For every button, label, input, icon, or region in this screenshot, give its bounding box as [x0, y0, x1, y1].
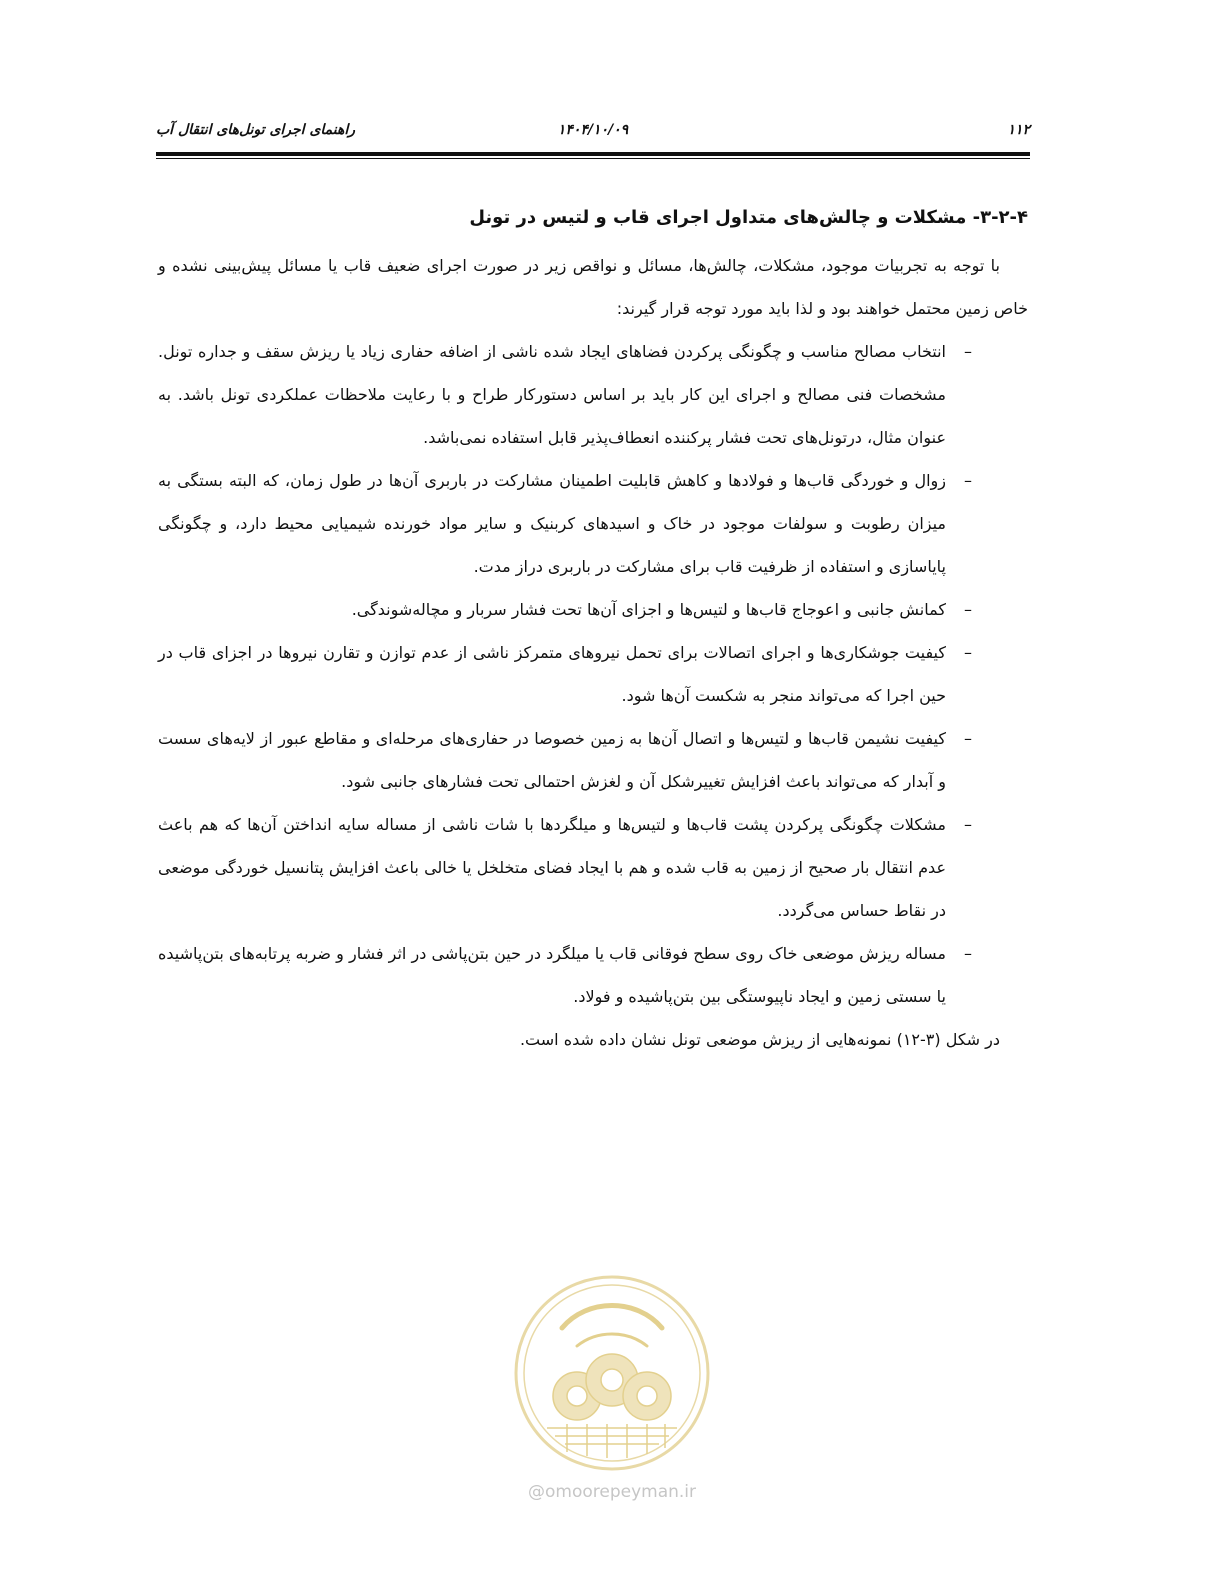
book-title: راهنمای اجرای تونل‌های انتقال آب	[156, 122, 356, 138]
bullet-marker: –	[964, 643, 972, 662]
section-content	[158, 196, 1028, 1061]
list-item	[158, 588, 1028, 631]
list-item-text: مساله ریزش موضعی خاک روی سطح فوقانی قاب یا میلگرد در حین بتن‌پاشی در اثر فشار و ضربه پرتابه‌های بتن‌پاشیده یا سستی زمین و ایجاد ناپیوستگی بین بتن‌پاشیده و فولاد.	[158, 944, 946, 1006]
page-header	[156, 120, 1030, 146]
list-item-text: مشکلات چگونگی پرکردن پشت قاب‌ها و لتیس‌ها و میلگردها با شات ناشی از مساله سایه انداختن آن‌ها که هم باعث عدم انتقال بار صحیح از زمین به قاب شده و هم با ایجاد فضای متخلخل یا خالی باعث افزایش پتانسیل خوردگی موضعی در نقاط حساس می‌گردد.	[158, 815, 946, 920]
header-rule-thin	[156, 158, 1030, 159]
bullet-marker: –	[964, 600, 972, 619]
watermark-seal-icon	[507, 1268, 717, 1478]
bullet-list	[158, 330, 1028, 1018]
list-item-text: زوال و خوردگی قاب‌ها و فولادها و کاهش قابلیت اطمینان مشارکت در باربری آن‌ها در طول زمان، که البته بستگی به میزان رطوبت و سولفات موجود در خاک و اسیدهای کربنیک و سایر مواد خورنده شیمیایی محیط دارد، و چگونگی پایاسازی و استفاده از ظرفیت قاب برای مشارکت در باربری دراز مدت.	[158, 471, 946, 576]
bullet-marker: –	[964, 471, 972, 490]
list-item	[158, 932, 1028, 1018]
list-item	[158, 717, 1028, 803]
header-rule-thick	[156, 152, 1030, 156]
page-number: ۱۱۲	[1007, 122, 1030, 138]
list-item	[158, 330, 1028, 459]
header-date: ۱۴۰۴/۱۰/۰۹	[557, 122, 629, 138]
closing-paragraph: در شکل (۳-۱۲) نمونه‌هایی از ریزش موضعی تونل نشان داده شده است.	[519, 1030, 1000, 1049]
bullet-marker: –	[964, 815, 972, 834]
list-item-text: کیفیت نشیمن قاب‌ها و لتیس‌ها و اتصال آن‌ها به زمین خصوصا در حفاری‌های مرحله‌ای و مقاطع عبور از لایه‌های سست و آبدار که می‌تواند باعث افزایش تغییرشکل آن و لغزش احتمالی تحت فشارهای جانبی شود.	[158, 729, 946, 791]
list-item-text: انتخاب مصالح مناسب و چگونگی پرکردن فضاهای ایجاد شده ناشی از اضافه حفاری زیاد یا ریزش سقف و جداره تونل. مشخصات فنی مصالح و اجرای این کار باید بر اساس دستورکار طراح و با رعایت ملاحظات عملکردی تونل باشد. به عنوان مثال، درتونل‌های تحت فشار پرکننده انعطاف‌پذیر قابل استفاده نمی‌باشد.	[158, 342, 946, 447]
section-heading: ۳-۲-۴- مشکلات و چالش‌های متداول اجرای قاب و لتیس در تونل	[469, 207, 1028, 228]
list-item-text: کمانش جانبی و اعوجاج قاب‌ها و لتیس‌ها و اجزای آن‌ها تحت فشار سربار و مچاله‌شوندگی.	[351, 600, 946, 619]
list-item	[158, 803, 1028, 932]
bullet-marker: –	[964, 944, 972, 963]
bullet-marker: –	[964, 729, 972, 748]
list-item	[158, 631, 1028, 717]
list-item-text: کیفیت جوشکاری‌ها و اجرای اتصالات برای تحمل نیروهای متمرکز ناشی از عدم توازن و تقارن نیروها در اجزای قاب در حین اجرا که می‌تواند منجر به شکست آن‌ها شود.	[158, 643, 946, 705]
list-item	[158, 459, 1028, 588]
intro-paragraph: با توجه به تجربیات موجود، مشکلات، چالش‌ها، مسائل و نواقص زیر در صورت اجرای ضعیف قاب یا مسائل پیش‌بینی نشده و خاص زمین محتمل خواهند بود و لذا باید مورد توجه قرار گیرند:	[158, 256, 1028, 318]
bullet-marker: –	[964, 342, 972, 361]
watermark-website: @omoorepeyman.ir	[527, 1482, 697, 1502]
